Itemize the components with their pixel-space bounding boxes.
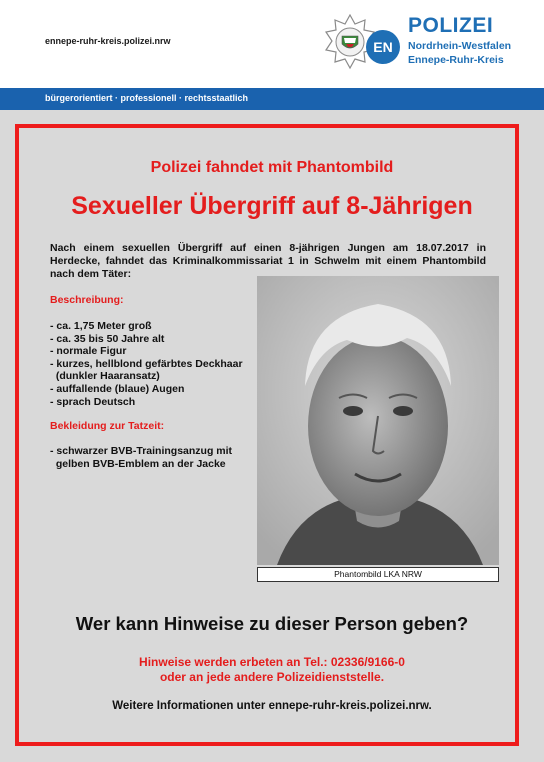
en-badge-icon: EN bbox=[366, 30, 400, 64]
phantom-image bbox=[257, 276, 499, 565]
brand-subtitle-district: Ennepe-Ruhr-Kreis bbox=[408, 54, 504, 66]
intro-text: Nach einem sexuellen Übergriff auf einen 8-jährigen Jungen am 18.07.2017 in Herdecke, fahndet das Kriminalkommissariat 1 in Schwelm mit einem Phantombild nach dem Täter: bbox=[50, 242, 486, 280]
list-item: - sprach Deutsch bbox=[50, 395, 136, 408]
list-item: (dunkler Haaransatz) bbox=[50, 370, 160, 383]
list-item: - schwarzer BVB-Trainingsanzug mit bbox=[50, 445, 233, 457]
contact-line-phone: Hinweise werden erbeten an Tel.: 02336/9166-0 bbox=[139, 655, 405, 669]
more-info-link[interactable]: Weitere Informationen unter ennepe-ruhr-kreis.polizei.nrw. bbox=[112, 700, 432, 712]
tagline: bürgerorientiert · professionell · rechtsstaatlich bbox=[45, 93, 249, 103]
headline-large: Sexueller Übergriff auf 8-Jährigen bbox=[71, 192, 473, 220]
list-item: - auffallende (blaue) Augen bbox=[50, 382, 185, 395]
photo-caption: Phantombild LKA NRW bbox=[257, 567, 499, 582]
list-item: - ca. 1,75 Meter groß bbox=[50, 320, 152, 332]
appeal-question: Wer kann Hinweise zu dieser Person geben? bbox=[75, 613, 469, 634]
contact-line-stations: oder an jede andere Polizeidienststelle. bbox=[159, 670, 385, 684]
headline-small: Polizei fahndet mit Phantombild bbox=[150, 159, 394, 176]
brand-title: POLIZEI bbox=[408, 14, 494, 37]
brand-subtitle-state: Nordrhein-Westfalen bbox=[408, 40, 512, 52]
description-title: Beschreibung: bbox=[50, 294, 124, 306]
site-url[interactable]: ennepe-ruhr-kreis.polizei.nrw bbox=[45, 36, 171, 46]
tagline-bar bbox=[0, 88, 544, 110]
list-item: - ca. 35 bis 50 Jahre alt bbox=[50, 332, 165, 345]
phantom-face-icon bbox=[257, 276, 499, 565]
header bbox=[0, 0, 544, 88]
description-list bbox=[50, 320, 243, 408]
list-item: - normale Figur bbox=[50, 345, 127, 358]
list-item: - kurzes, hellblond gefärbtes Deckhaar bbox=[50, 357, 243, 370]
clothing-list bbox=[50, 445, 232, 470]
clothing-title: Bekleidung zur Tatzeit: bbox=[50, 420, 165, 432]
list-item: gelben BVB-Emblem an der Jacke bbox=[50, 457, 226, 470]
